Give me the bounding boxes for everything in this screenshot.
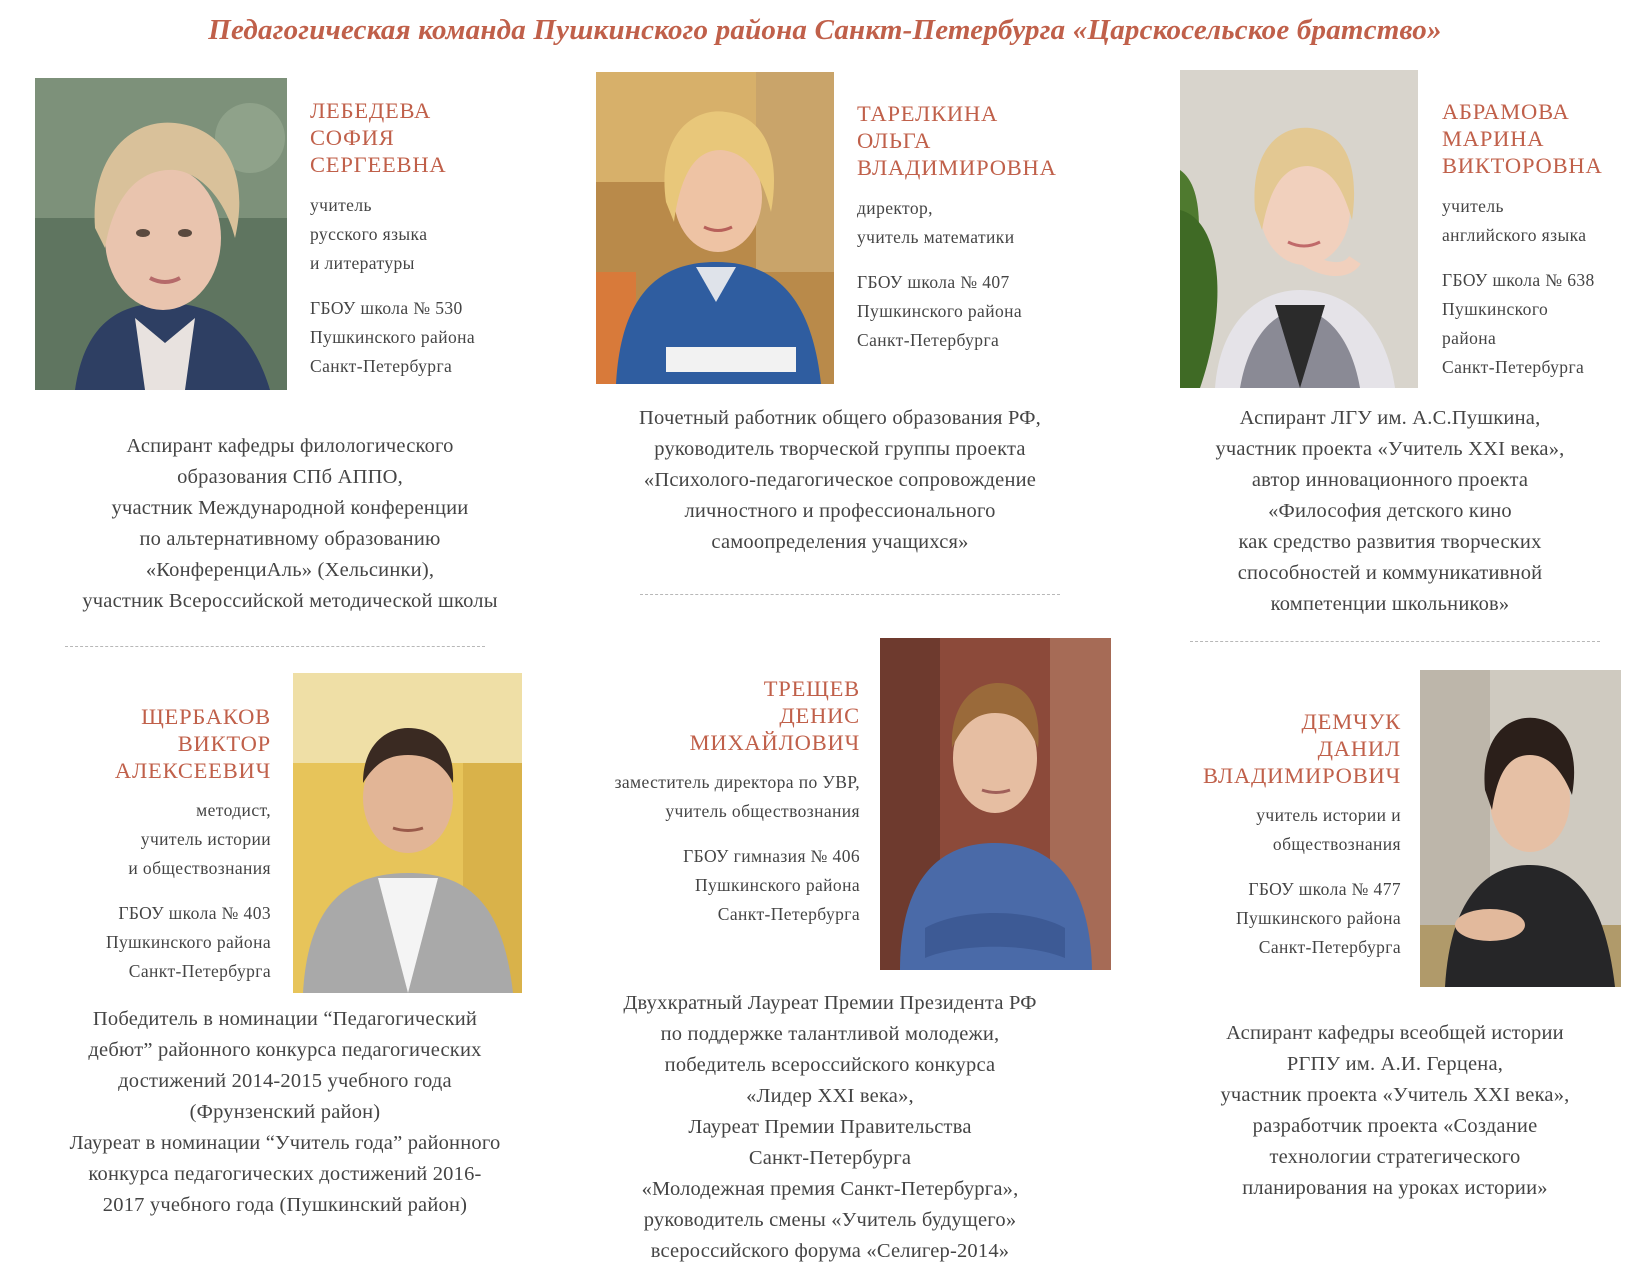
- person-info-abramova: учитель английского языка ГБОУ школа № 638 Пушкинского района Санкт-Петербурга: [1442, 196, 1595, 377]
- page-title: Педагогическая команда Пушкинского района Санкт-Петербурга «Царскосельское братство»: [208, 14, 1442, 46]
- person-info-tarelkina: директор, учитель математики ГБОУ школа № 407 Пушкинского района Санкт-Петербурга: [857, 198, 1023, 350]
- portrait-photo-shcherbakov: [293, 673, 522, 993]
- person-bio-shcherbakov: Победитель в номинации “Педагогический дебют” районного конкурса педагогических достижений 2014-2015 учебного года (Фрунзенский район) Лауреат в номинации “Учитель года” районного конкурса педагогических достижений 2016- 2017 учебного года (Пушкинский район): [69, 1008, 501, 1216]
- person-name-abramova: АБРАМОВА МАРИНА ВИКТОРОВНА: [1442, 99, 1603, 178]
- person-name-lebedeva: ЛЕБЕДЕВА СОФИЯ СЕРГЕЕВНА: [310, 98, 447, 177]
- person-name-treshchev: ТРЕЩЕВ ДЕНИС МИХАЙЛОВИЧ: [689, 676, 860, 755]
- person-bio-demchuk: Аспирант кафедры всеобщей истории РГПУ им. А.И. Герцена, участник проекта «Учитель XXI века», разработчик проекта «Создание технологии стратегического планирования на уроках истории»: [1220, 1022, 1570, 1199]
- person-name-shcherbakov: ЩЕРБАКОВ ВИКТОР АЛЕКСЕЕВИЧ: [114, 704, 271, 783]
- person-info-shcherbakov: методист, учитель истории и обществознания ГБОУ школа № 403 Пушкинского района Санкт-Петербурга: [105, 800, 271, 981]
- person-name-demchuk: ДЕМЧУК ДАНИЛ ВЛАДИМИРОВИЧ: [1202, 709, 1401, 788]
- portrait-photo-abramova: [1180, 70, 1418, 388]
- person-info-lebedeva: учитель русского языка и литературы ГБОУ школа № 530 Пушкинского района Санкт-Петербурга: [310, 195, 476, 376]
- person-bio-abramova: Аспирант ЛГУ им. А.С.Пушкина, участник проекта «Учитель XXI века», автор инновационного проекта «Философия детского кино как средство развития творческих способностей и коммуникативной компетенции школьников»: [1215, 407, 1565, 615]
- portrait-photo-tarelkina: [596, 72, 834, 384]
- divider: [640, 594, 1060, 595]
- divider: [1190, 641, 1600, 642]
- person-info-treshchev: заместитель директора по УВР, учитель обществознания ГБОУ гимназия № 406 Пушкинского района Санкт-Петербурга: [614, 772, 860, 924]
- person-bio-lebedeva: Аспирант кафедры филологического образования СПб АППО, участник Международной конференции по альтернативному образованию «КонференциАль» (Хельсинки), участник Всероссийской методической школы: [82, 435, 498, 612]
- portrait-photo-lebedeva: [35, 78, 287, 390]
- portrait-photo-treshchev: [880, 638, 1111, 970]
- person-bio-treshchev: Двухкратный Лауреат Премии Президента РФ по поддержке талантливой молодежи, победитель всероссийского конкурса «Лидер XXI века», Лауреат Премии Правительства Санкт-Петербурга «Молодежная премия Санкт-Петербурга», руководитель смены «Учитель будущего» всероссийского форума «Селигер-2014»: [623, 992, 1037, 1262]
- portrait-photo-demchuk: [1420, 670, 1621, 987]
- person-info-demchuk: учитель истории и обществознания ГБОУ школа № 477 Пушкинского района Санкт-Петербурга: [1235, 805, 1401, 957]
- person-name-tarelkina: ТАРЕЛКИНА ОЛЬГА ВЛАДИМИРОВНА: [857, 101, 1057, 180]
- person-bio-tarelkina: Почетный работник общего образования РФ, руководитель творческой группы проекта «Психолого-педагогическое сопровождение личностного и профессионального самоопределения учащихся»: [639, 407, 1041, 553]
- divider: [65, 646, 485, 647]
